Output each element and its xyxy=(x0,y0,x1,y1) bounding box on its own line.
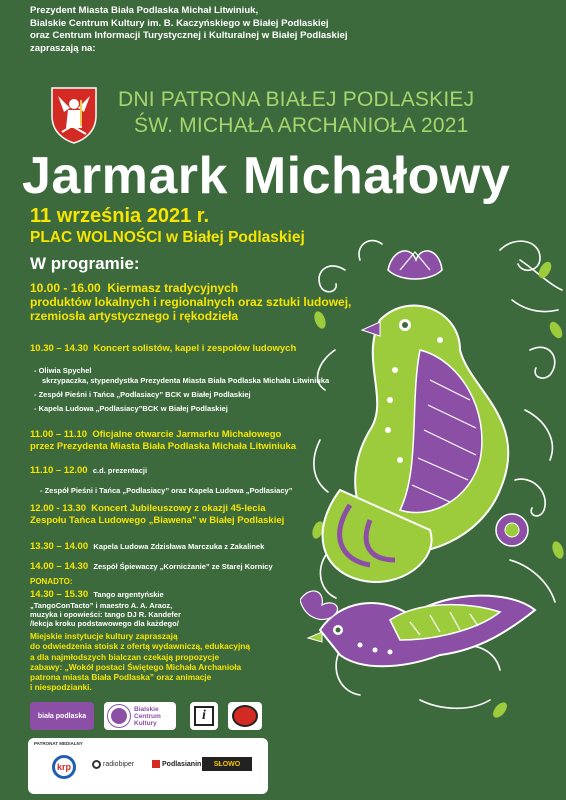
item-time: 10.00 - 16.00 xyxy=(30,281,101,295)
programme-heading: W programie: xyxy=(30,254,140,273)
closing-line: i niespodzianki. xyxy=(30,682,92,693)
item-time: 10.30 – 14.30 xyxy=(30,343,89,354)
hosts-line: Prezydent Miasta Biała Podlaska Michał Litwiniuk, xyxy=(30,5,259,16)
biala-podlaska-logo xyxy=(30,702,94,730)
also-heading: PONADTO: xyxy=(30,577,73,586)
bck-logo xyxy=(104,702,176,730)
logo-text: radiobiper xyxy=(103,761,135,768)
programme-item-5 xyxy=(30,503,284,527)
performer-line: - Zespół Pieśni i Tańca „Podlasiacy” oraz Kapela Ludowa „Podlasiacy” xyxy=(40,486,293,495)
logo-text: biała podlaska xyxy=(37,712,87,720)
item-time: 12.00 - 13.30 xyxy=(30,503,86,514)
bck-swirl-icon xyxy=(108,705,130,727)
item-time: 14.00 – 14.30 xyxy=(30,561,89,572)
item-text: /lekcja kroku podstawowego dla każdego/ xyxy=(30,619,179,628)
logo-text: Bialskie xyxy=(134,705,159,713)
item-text: Tango argentyńskie xyxy=(93,590,164,599)
krp-logo xyxy=(42,752,86,782)
logo-text: Kultury xyxy=(134,719,157,727)
performer-line: skrzypaczka, stypendystka Prezydenta Miasta Biała Podlaska Michała Litwiniuka xyxy=(42,376,330,385)
item-text: produktów lokalnych i regionalnych oraz sztuki ludowej, xyxy=(30,295,352,309)
city-coat-of-arms-icon xyxy=(50,86,98,144)
closing-line: do odwiedzenia stoisk z ofertą wydawniczą, edukacyjną xyxy=(30,641,250,652)
item-text: „TangoConTacto” i maestro A. A. Araoz, xyxy=(30,601,173,610)
performer-line: - Kapela Ludowa „Podlasiacy”BCK w Białej Podlaskiej xyxy=(34,404,228,413)
item-time: 11.00 – 11.10 xyxy=(30,429,88,440)
performer-line: - Zespół Pieśni i Tańca „Podlasiacy” BCK w Białej Podlaskiej xyxy=(34,390,251,399)
closing-line: Miejskie instytucje kultury zapraszają xyxy=(30,631,178,641)
programme-item-2-performers xyxy=(34,366,329,414)
radio-icon xyxy=(92,760,101,769)
item-text: przez Prezydenta Miasta Biała Podlaska Michała Litwiniuka xyxy=(30,441,297,452)
hosts-line: Bialskie Centrum Kultury im. B. Kaczyńskiego w Białej Podlaskiej xyxy=(30,17,329,29)
closing-line: patrona miasta Biała Podlaska” oraz animacje xyxy=(30,672,212,683)
info-logo xyxy=(190,702,218,730)
patron-line-2: ŚW. MICHAŁA ARCHANIOŁA 2021 xyxy=(134,114,469,137)
page-title: Jarmark Michałowy xyxy=(22,147,511,205)
item-text: Koncert Jubileuszowy z okazji 45-lecia xyxy=(91,503,266,514)
programme-item-7 xyxy=(30,561,273,573)
item-text: Kiermasz tradycyjnych xyxy=(107,281,239,295)
item-text: c.d. prezentacji xyxy=(92,466,148,475)
patron-line-1: DNI PATRONA BIAŁEJ PODLASKIEJ xyxy=(118,88,475,111)
item-text: Oficjalne otwarcie Jarmarku Michałowego xyxy=(92,429,282,440)
item-text: Kapela Ludowa Zdzisława Marczuka z Zakalinek xyxy=(93,542,265,551)
programme-item-2 xyxy=(30,343,296,355)
radio-logo xyxy=(92,760,134,769)
hosts-text xyxy=(30,5,450,55)
programme-item-6 xyxy=(30,541,264,553)
badge-icon xyxy=(232,705,258,727)
item-time: 11.10 – 12.00 xyxy=(30,465,88,476)
item-text: Zespołu Tańca Ludowego „Biawena” w Białej Podlaskiej xyxy=(30,515,285,526)
item-text: rzemiosła artystycznego i rękodzieła xyxy=(30,309,239,323)
item-time: 14.30 – 15.30 xyxy=(30,589,89,600)
programme-item-4 xyxy=(30,465,147,477)
closing-line: zabawy: „Wokół postaci Świętego Michała Archanioła xyxy=(30,661,242,672)
closing-paragraph xyxy=(30,631,250,693)
bck-text xyxy=(134,706,161,727)
item-text: Koncert solistów, kapel i zespołów ludowych xyxy=(93,343,297,354)
event-place: PLAC WOLNOŚCI w Białej Podlaskiej xyxy=(30,229,305,246)
jarmark-badge-logo xyxy=(228,702,262,730)
slowo-logo xyxy=(202,757,252,771)
item-text: Zespół Śpiewaczy „Kornicżanie” ze Starej Kornicy xyxy=(93,562,273,571)
programme-item-3 xyxy=(30,429,296,453)
krp-icon: krp xyxy=(52,755,76,779)
performer-line: - Oliwia Spychel xyxy=(34,366,92,375)
programme-item-8 xyxy=(30,589,181,628)
logo-text: SŁOWO xyxy=(213,760,241,768)
programme-item-1 xyxy=(30,281,351,323)
event-date: 11 września 2021 r. xyxy=(30,205,210,227)
item-text: muzyka i opowieści: tango DJ R. Kandefer xyxy=(30,610,181,619)
hosts-line: oraz Centrum Informacji Turystycznej i Kulturalnej w Białej Podlaskiej xyxy=(30,30,348,41)
media-patrons-label: PATRONAT MEDIALNY xyxy=(34,741,83,746)
logo-text: Centrum xyxy=(134,712,161,720)
hosts-line: zapraszają na: xyxy=(30,42,96,54)
item-time: 13.30 – 14.00 xyxy=(30,541,89,552)
logo-text: Podlasianin xyxy=(162,760,202,768)
podlasianin-logo xyxy=(152,760,201,768)
closing-line: a dla najmłodszych bialczan czekają propozycje xyxy=(30,651,220,662)
media-patrons-bar xyxy=(28,738,268,794)
podlasianin-icon xyxy=(152,760,160,768)
info-icon: i xyxy=(194,706,214,726)
